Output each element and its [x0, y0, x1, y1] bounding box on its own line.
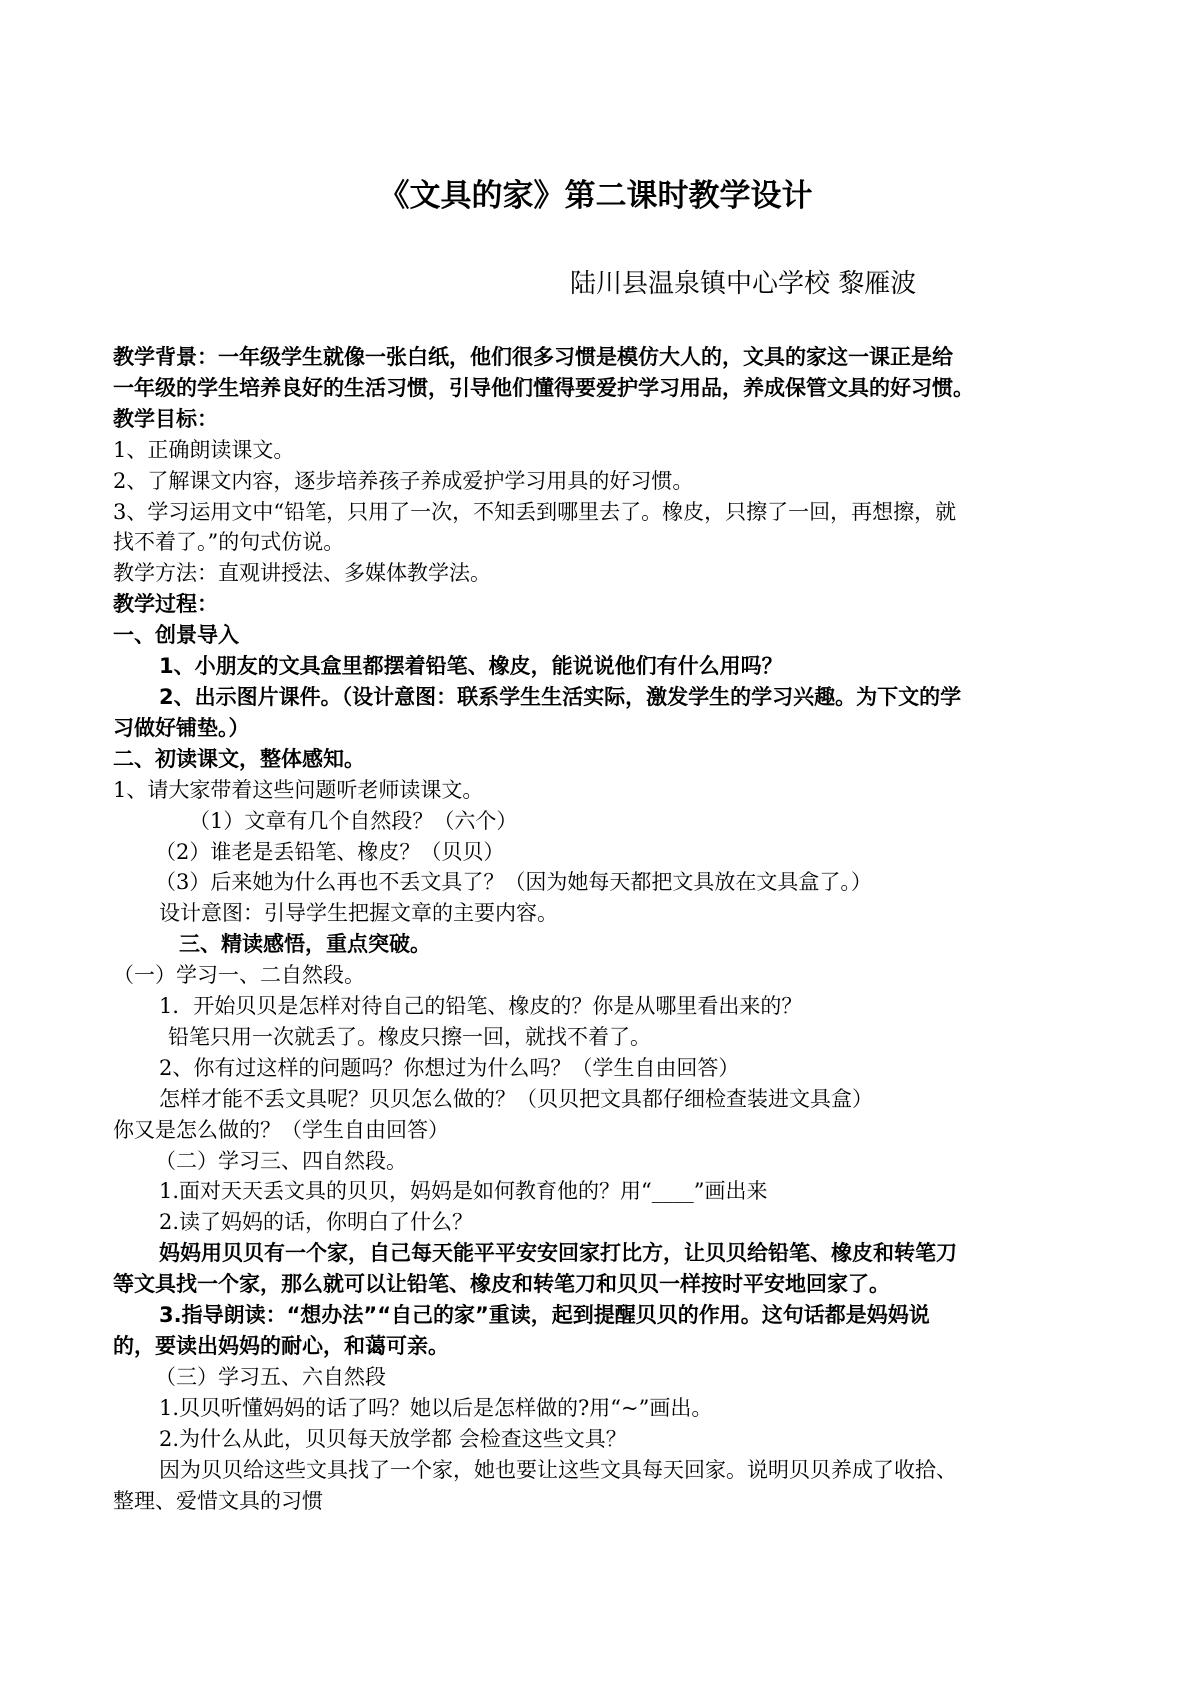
paragraph-line: 3、学习运用文中“铅笔，只用了一次，不知丢到哪里去了。橡皮，只擦了一回，再想擦，就: [113, 499, 957, 524]
paragraph-line: （2）谁老是丢铅笔、橡皮？（贝贝）: [155, 839, 505, 864]
paragraph-line: 1、请大家带着这些问题听老师读课文。: [113, 777, 484, 802]
paragraph-line: 找不着了。”的句式仿说。: [113, 530, 345, 555]
document-title: 《文具的家》第二课时教学设计: [378, 178, 813, 214]
paragraph-line: 教学背景：一年级学生就像一张白纸，他们很多习惯是模仿大人的，文具的家这一课正是给: [113, 345, 953, 369]
paragraph-line: 2.读了妈妈的话，你明白了什么？: [159, 1210, 474, 1235]
paragraph-line: 妈妈用贝贝有一个家，自己每天能平平安安回家打比方，让贝贝给铅笔、橡皮和转笔刀: [159, 1241, 957, 1266]
paragraph-line: 铅笔只用一次就丢了。橡皮只擦一回，就找不着了。: [168, 1024, 651, 1049]
paragraph-line: 2、了解课文内容，逐步培养孩子养成爱护学习用具的好习惯。: [113, 468, 694, 493]
paragraph-line: 1.贝贝听懂妈妈的话了吗？她以后是怎样做的?用“~”画出。: [159, 1395, 713, 1420]
paragraph-line: 2、你有过这样的问题吗？你想过为什么吗？（学生自由回答）: [159, 1055, 740, 1080]
paragraph-line: （一）学习一、二自然段。: [113, 963, 365, 988]
section-heading: 教学目标：: [113, 406, 218, 431]
section-heading: 一、创景导入: [113, 623, 239, 648]
paragraph-line: （3）后来她为什么再也不丢文具了？（因为她每天都把文具放在文具盒了。）: [155, 870, 872, 895]
paragraph-line: 怎样才能不丢文具呢？贝贝怎么做的？（贝贝把文具都仔细检查装进文具盒）: [159, 1086, 873, 1111]
paragraph-line: 一年级的学生培养良好的生活习惯，引导他们懂得要爱护学习用品，养成保管文具的好习惯。: [113, 375, 974, 400]
paragraph-line: 习做好铺垫。）: [113, 715, 250, 740]
paragraph-line: 设计意图：引导学生把握文章的主要内容。: [159, 901, 558, 926]
paragraph-line: 因为贝贝给这些文具找了一个家，她也要让这些文具每天回家。说明贝贝养成了收拾、: [159, 1457, 957, 1482]
paragraph-line: （二）学习三、四自然段。: [155, 1148, 407, 1173]
paragraph-line: 你又是怎么做的？（学生自由回答）: [113, 1117, 449, 1142]
paragraph-line: 1.面对天天丢文具的贝贝，妈妈是如何教育他的？用“____”画出来: [159, 1179, 768, 1204]
document-body: [113, 342, 1091, 1516]
paragraph-line: 整理、爱惜文具的习惯: [113, 1488, 323, 1513]
paragraph-line: 2.为什么从此，贝贝每天放学都 会检查这些文具？: [159, 1426, 627, 1451]
paragraph-line: 等文具找一个家，那么就可以让铅笔、橡皮和转笔刀和贝贝一样按时平安地回家了。: [113, 1272, 890, 1297]
paragraph-line: 1、小朋友的文具盒里都摆着铅笔、橡皮，能说说他们有什么用吗？: [159, 654, 783, 679]
paragraph-line: （三）学习五、六自然段: [155, 1364, 386, 1389]
section-heading: 二、初读课文，整体感知。: [113, 746, 365, 771]
paragraph-line: （1）文章有几个自然段？（六个）: [189, 808, 518, 833]
section-heading: 三、精读感悟，重点突破。: [179, 932, 431, 957]
paragraph-line: 2、出示图片课件。（设计意图：联系学生生活实际，激发学生的学习兴趣。为下文的学: [159, 684, 962, 709]
section-heading: 教学过程：: [113, 592, 218, 617]
paragraph-line: 1、正确朗读课文。: [113, 437, 295, 462]
paragraph-line: 的，要读出妈妈的耐心，和蔼可亲。: [113, 1334, 449, 1358]
paragraph-line: 教学方法：直观讲授法、多媒体教学法。: [113, 561, 491, 586]
author-line: 陆川县温泉镇中心学校 黎雁波: [570, 269, 917, 299]
paragraph-line: 1．开始贝贝是怎样对待自己的铅笔、橡皮的？你是从哪里看出来的？: [159, 994, 803, 1019]
paragraph-line: 3.指导朗读：“想办法”“自己的家”重读，起到提醒贝贝的作用。这句话都是妈妈说: [159, 1303, 930, 1328]
